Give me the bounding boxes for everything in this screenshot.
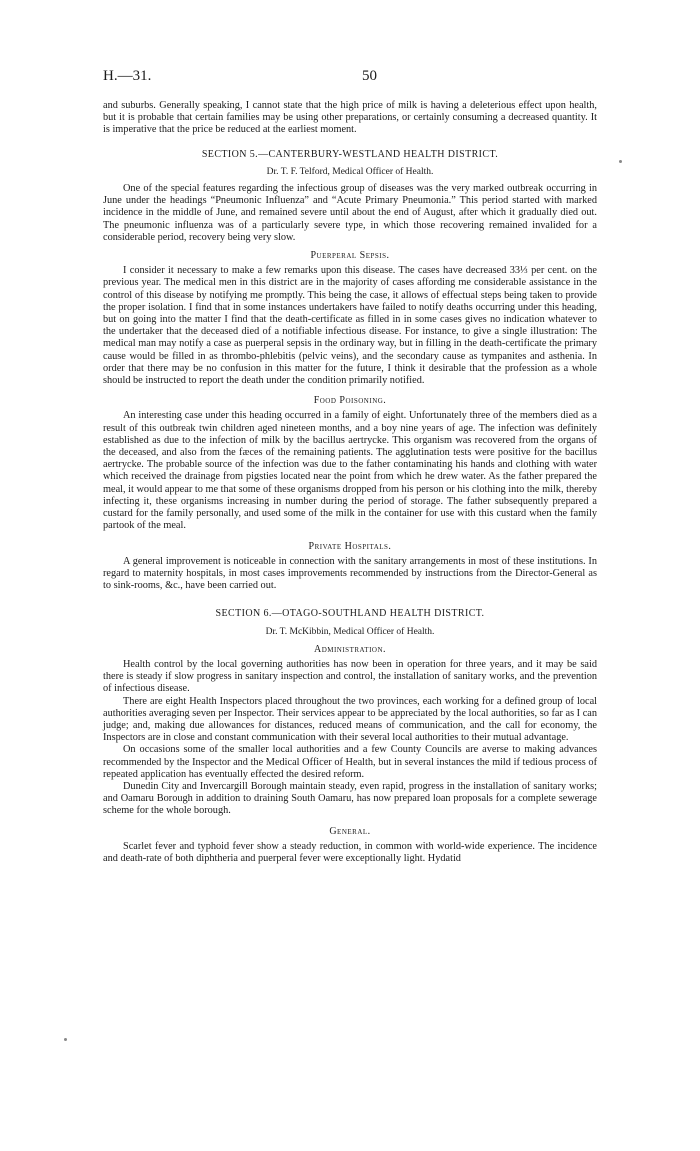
subheading: General. (329, 825, 371, 837)
subheading: Private Hospitals. (308, 540, 392, 552)
paragraph: A general improvement is noticeable in connection with the sanitary arrangements in most of these institutions. In regard to maternity hospitals, in most cases improvements recommended by instructions from the Director-General as to sink-rooms, &c., have been carried out. (103, 555, 597, 592)
document-body (103, 100, 597, 865)
paragraph: Health control by the local governing authorities has now been in operation for three years, and it may be said there is steady if slow progress in sanitary inspection and control, the installation of sanitary works, and the prevention of infectious disease. (103, 658, 597, 695)
subheading: Food Poisoning. (313, 395, 387, 407)
paragraph: An interesting case under this heading occurred in a family of eight. Unfortunately three of the members died as a result of this outbreak twin children aged nineteen months, and a boy nine years of age. The infection was definitely established as due to the infection of milk by the bacillus aertrycke. This organism was recovered from the organs of the deceased, and also from the fæces of the remaining patients. The agglutination tests were positive for the bacillus aertrycke. The probable source of the infection was due to the father contaminating his hands and clothing with water which received the drainage from pigsties located near the point from which he drew water. As the father prepared the meal, it would appear to me that some of these organisms dropped from his person or his clothing into the milk, thereby infecting it, these organisms increasing in number during the period of storage. The father subsequently prepared a custard for the family personally, and used some of the milk in the container for use with this custard when the family partook of the meal. (103, 410, 597, 532)
officer-line: Dr. T. McKibbin, Medical Officer of Health. (265, 626, 435, 637)
paragraph: On occasions some of the smaller local authorities and a few County Councils are averse to making advances recommended by the Inspector and the Medical Officer of Health, but in several instances the mild if tedious process of repeated application has eventually effected the desired reform. (103, 744, 597, 780)
paper-speck (619, 160, 622, 163)
report-reference: H.—31. (103, 68, 152, 84)
paragraph: Dunedin City and Invercargill Borough maintain steady, even rapid, progress in the installation of sanitary works; and Oamaru Borough in addition to draining South Oamaru, has now prepared loan proposals for a complete sewerage scheme for the whole borough. (103, 780, 597, 817)
paper-speck (64, 1038, 67, 1041)
paragraph: Scarlet fever and typhoid fever show a steady reduction, in common with world-wide experience. The incidence and death-rate of both diphtheria and puerperal fever were exceptionally light. Hydatid (103, 840, 597, 864)
officer-line: Dr. T. F. Telford, Medical Officer of Health. (266, 166, 434, 177)
paragraph: and suburbs. Generally speaking, I cannot state that the high price of milk is having a deleterious effect upon health, but it is probable that certain families may be using other preparations, or certainly consuming a decreased quantity. It is imperative that the price be reduced at the earliest moment. (103, 100, 597, 136)
section-title: SECTION 5.—CANTERBURY-WESTLAND HEALTH DISTRICT. (201, 148, 499, 160)
section-title: SECTION 6.—OTAGO-SOUTHLAND HEALTH DISTRICT. (215, 608, 485, 620)
paragraph: One of the special features regarding the infectious group of diseases was the very marked outbreak occurring in June under the headings “Pneumonic Influenza” and “Acute Primary Pneumonia.” This period started with marked incidence in the middle of June, and remained severe until about the end of August, after which it gradually died out. The pneumonic influenza was of a particularly severe type, in which those recovering remained invalided for a considerable period, recovery being very slow. (103, 183, 597, 243)
page-number: 50 (362, 68, 377, 84)
paragraph: I consider it necessary to make a few remarks upon this disease. The cases have decreased 33⅓ per cent. on the previous year. The medical men in this district are in the majority of cases affording me considerable assistance in the control of this disease by notifying me promptly. This being the case, it allows of effectual steps being taken to provide the proper isolation. I find that in some instances undertakers have failed to notify deaths occurring under this heading, but on going into the matter I find that the death-certificate as filled in in some cases gives no indication whatever to the undertaker that the deceased died of a notifiable infectious disease. For instance, to give a single illustration: The medical man may notify a case as puerperal sepsis in the ordinary way, but in filling in the death-certificate the primary cause would be filled in as thrombo-phlebitis (pelvic veins), and the secondary cause as tympanites and asthenia. In order that there may be no confusion in this matter for the future, I think it desirable that the profession as a whole should be instructed to report the death under the condition primarily notified. (103, 265, 597, 387)
subheading: Administration. (313, 643, 387, 655)
paragraph: There are eight Health Inspectors placed throughout the two provinces, each working for a defined group of local authorities averaging seven per Inspector. Their services appear to be appreciated by the local authorities, so far as I can judge; and, making due allowances for distances, reduced means of communication, and the call for economy, the Inspectors are in close and constant communication with their several local authorities to their mutual advantage. (103, 695, 597, 744)
subheading: Puerperal Sepsis. (310, 250, 390, 262)
